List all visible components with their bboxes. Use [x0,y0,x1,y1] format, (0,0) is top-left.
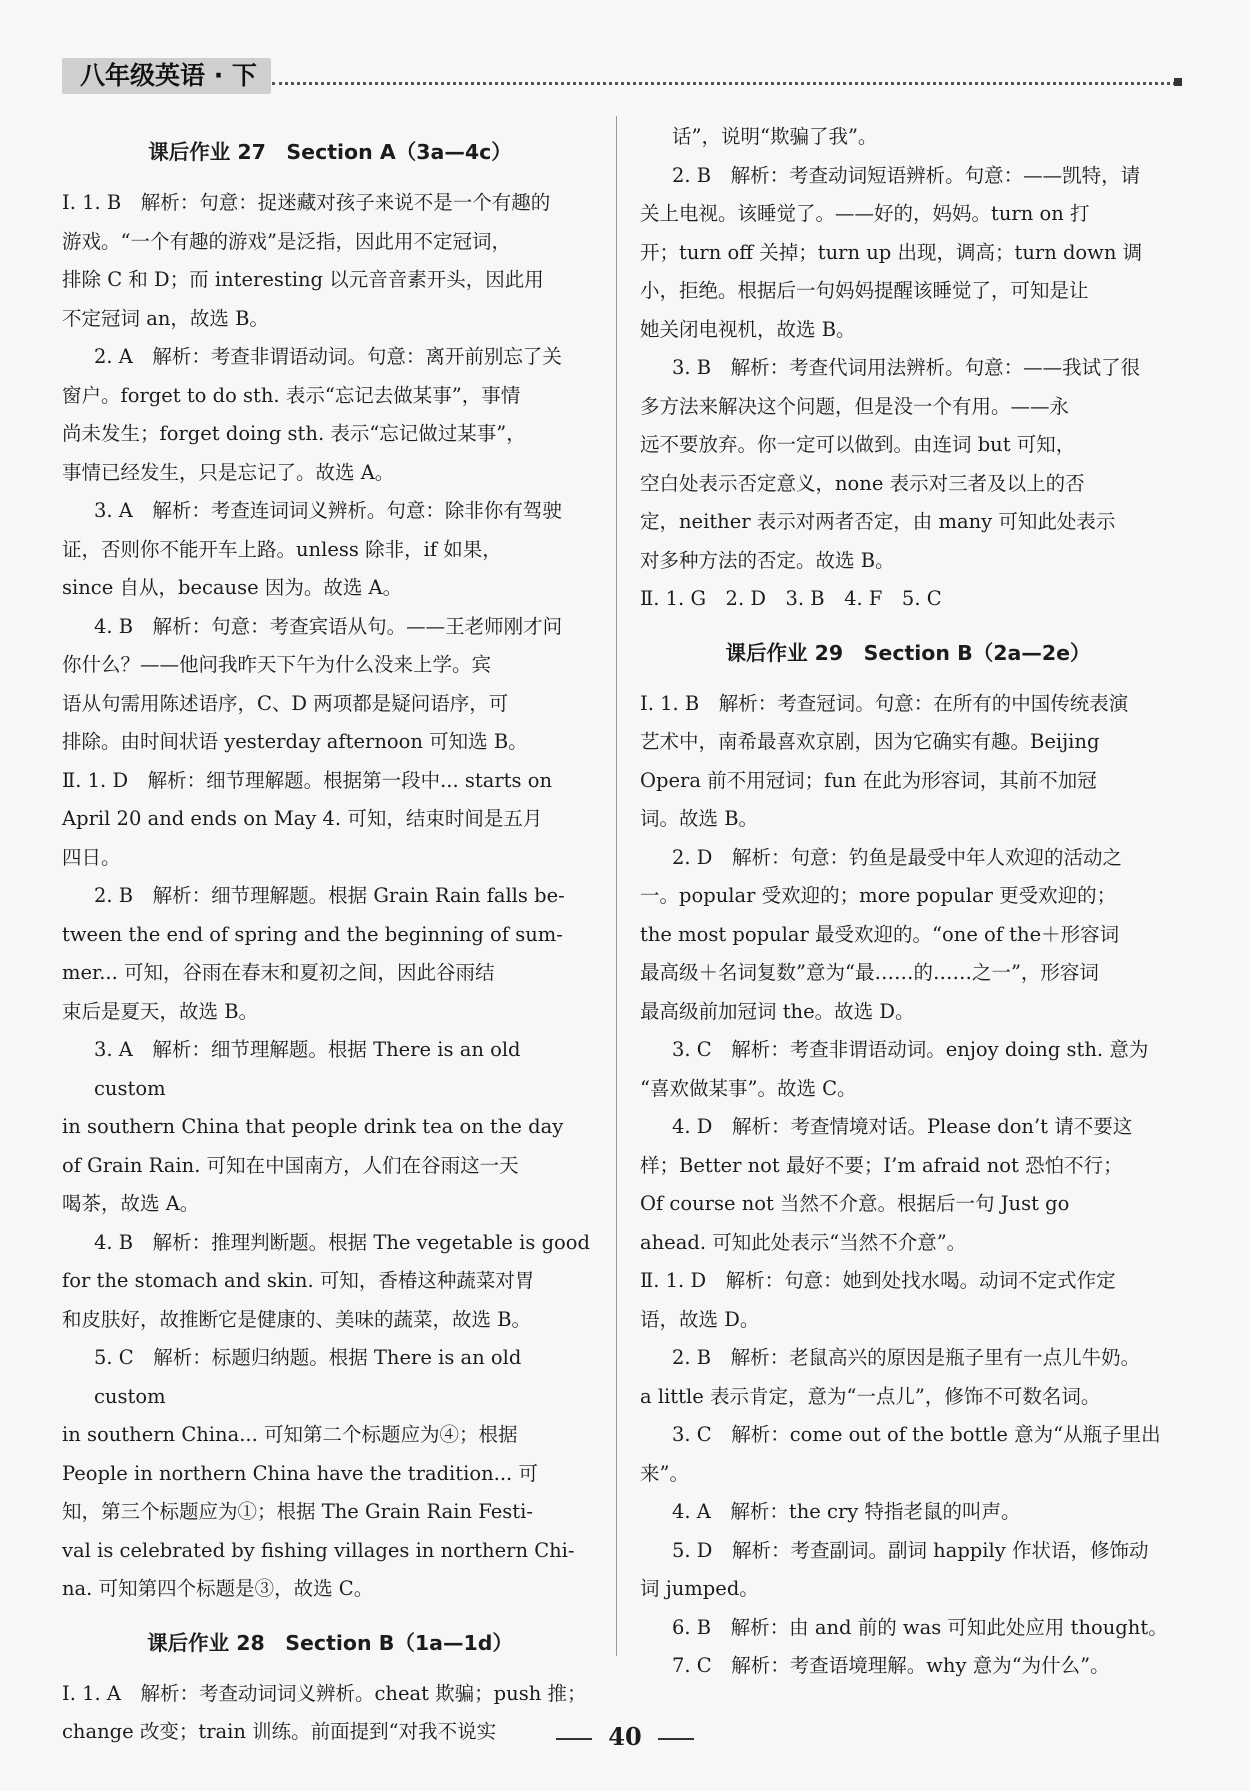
answer-line: 3. B 解析：考查代词用法辨析。句意：——我试了很 [672,356,1141,379]
answer-line: 事情已经发生，只是忘记了。故选 A。 [62,460,395,484]
section-title: 课后作业 29 Section B（2a—2e） [725,640,1091,665]
answer-item [640,1262,1176,1339]
answer-line: 4. B 解析：句意：考查宾语从句。——王老师刚才问 [94,614,563,638]
answer-line: 和皮肤好，故推断它是健康的、美味的蔬菜，故选 B。 [62,1307,532,1331]
answer-line: 词。故选 B。 [640,807,759,830]
answer-line: 游戏。“一个有趣的游戏”是泛指，因此用不定冠词， [62,229,511,253]
answer-line: 语，故选 D。 [640,1307,760,1331]
column-divider [616,116,617,1656]
answer-item [62,762,598,878]
answer-line: 远不要放弃。你一定可以做到。由连词 but 可知， [640,433,1076,456]
answer-line: 4. B 解析：推理判断题。根据 The vegetable is good [94,1230,591,1254]
answer-line: 她关闭电视机，故选 B。 [640,317,856,341]
answer-line: 不定冠词 an，故选 B。 [62,306,269,330]
answer-item [640,1108,1176,1262]
answer-line: Ⅰ. 1. B 解析：考查冠词。句意：在所有的中国传统表演 [640,691,1129,715]
answer-line: 2. B 解析：考查动词短语辨析。句意：——凯特，请 [672,163,1141,187]
answer-item [640,580,1176,619]
answer-line: 你什么？——他问我昨天下午为什么没来上学。宾 [62,653,492,676]
answer-line: Ⅱ. 1. D 解析：细节理解题。根据第一段中... starts on [62,768,553,792]
page-header [62,56,1182,96]
answer-line: 尚未发生；forget doing sth. 表示“忘记做过某事”， [62,422,526,445]
answer-line: 来”。 [640,1461,689,1485]
footer-dash-left [556,1738,592,1740]
answer-line: People in northern China have the tradition... 可 [62,1461,538,1485]
answer-line: in southern China... 可知第二个标题应为④；根据 [62,1423,518,1446]
answer-line: 多方法来解决这个问题，但是没一个有用。——永 [640,394,1070,418]
answer-line: ahead. 可知此处表示“当然不介意”。 [640,1230,967,1254]
answer-line: 排除。由时间状语 yesterday afternoon 可知选 B。 [62,730,528,753]
answer-line: 7. C 解析：考查语境理解。why 意为“为什么”。 [672,1654,1110,1677]
answer-line: 艺术中，南希最喜欢京剧，因为它确实有趣。Beijing [640,730,1100,753]
answer-line: 5. C 解析：标题归纳题。根据 There is an old custom [94,1346,522,1408]
answer-line: in southern China that people drink tea on the day [62,1115,564,1138]
answer-line: 样；Better not 最好不要；I’m afraid not 恐怕不行； [640,1153,1123,1177]
answer-line: of Grain Rain. 可知在中国南方，人们在谷雨这一天 [62,1153,519,1177]
answer-line: 最高级前加冠词 the。故选 D。 [640,999,915,1023]
section-title: 课后作业 28 Section B（1a—1d） [147,1630,513,1655]
answer-line: 喝茶，故选 A。 [62,1192,200,1215]
answer-item [62,1031,598,1224]
answer-line: the most popular 最受欢迎的。“one of the＋形容词 [640,922,1120,946]
answer-line: 开；turn off 关掉；turn up 出现，调高；turn down 调 [640,240,1143,264]
answer-line: 3. A 解析：细节理解题。根据 There is an old custom [94,1038,521,1100]
answer-line: 排除 C 和 D；而 interesting 以元音音素开头，因此用 [62,268,544,291]
answer-line: 四日。 [62,845,121,869]
answer-line: Ⅰ. 1. B 解析：句意：捉迷藏对孩子来说不是一个有趣的 [62,191,551,214]
answer-line: 最高级＋名词复数”意为“最……的……之一”，形容词 [640,961,1099,984]
footer-dash-right [658,1738,694,1740]
answer-line: Of course not 当然不介意。根据后一句 Just go [640,1192,1070,1215]
answer-item [62,492,598,608]
page-number: 40 [608,1722,642,1751]
answer-item [640,1031,1176,1108]
answer-line: tween the end of spring and the beginning of sum- [62,922,563,946]
answer-line: 5. D 解析：考查副词。副词 happily 作状语，修饰动 [672,1538,1149,1562]
answer-line: 空白处表示否定意义，none 表示对三者及以上的否 [640,471,1085,495]
answer-item [640,349,1176,580]
answer-line: 话”，说明“欺骗了我”。 [672,125,878,148]
answer-item [640,118,1176,157]
answer-item [62,338,598,492]
answer-item [640,1416,1176,1493]
answer-line: na. 可知第四个标题是③，故选 C。 [62,1577,374,1600]
answer-line: 2. A 解析：考查非谓语动词。句意：离开前别忘了关 [94,345,562,368]
answer-line: Ⅰ. 1. A 解析：考查动词词义辨析。cheat 欺骗；push 推； [62,1681,587,1705]
header-title: 八年级英语 · 下 [62,58,271,94]
answer-line: 小，拒绝。根据后一句妈妈提醒该睡觉了，可知是让 [640,279,1089,302]
answer-line: since 自从，because 因为。故选 A。 [62,576,403,599]
answer-line: 定，neither 表示对两者否定，由 many 可知此处表示 [640,510,1116,533]
answer-line: 窗户。forget to do sth. 表示“忘记去做某事”，事情 [62,383,521,407]
answer-item [640,839,1176,1032]
answer-line: 对多种方法的否定。故选 B。 [640,548,895,572]
page-footer [0,1722,1250,1751]
left-column [62,118,598,1752]
answer-item [640,157,1176,350]
answer-item [640,1493,1176,1532]
answer-item [62,608,598,762]
answer-item [640,1532,1176,1609]
answer-item [62,1339,598,1609]
answer-line: 2. B 解析：老鼠高兴的原因是瓶子里有一点儿牛奶。 [672,1346,1141,1369]
answer-line: 关上电视。该睡觉了。——好的，妈妈。turn on 打 [640,202,1090,225]
answer-line: 语从句需用陈述语序，C、D 两项都是疑问语序，可 [62,691,509,715]
answer-line: a little 表示肯定，意为“一点儿”，修饰不可数名词。 [640,1384,1101,1408]
right-column [640,118,1176,1686]
answer-line: 6. B 解析：由 and 前的 was 可知此处应用 thought。 [672,1615,1168,1639]
answer-item [62,1224,598,1340]
header-dotted-rule [272,82,1182,85]
answer-line: Ⅱ. 1. G 2. D 3. B 4. F 5. C [640,587,942,610]
answer-line: 3. C 解析：考查非谓语动词。enjoy doing sth. 意为 [672,1038,1149,1061]
answer-line: 词 jumped。 [640,1577,759,1600]
answer-line: 4. A 解析：the cry 特指老鼠的叫声。 [672,1500,1021,1523]
answer-line: 4. D 解析：考查情境对话。Please don’t 请不要这 [672,1115,1133,1138]
answer-line: 3. A 解析：考查连词词义辨析。句意：除非你有驾驶 [94,499,562,522]
header-end-square [1174,78,1182,86]
answer-line: Ⅱ. 1. D 解析：句意：她到处找水喝。动词不定式作定 [640,1269,1116,1292]
answer-line: “喜欢做某事”。故选 C。 [640,1076,857,1100]
answer-item [640,1339,1176,1416]
answer-line: for the stomach and skin. 可知，香椿这种蔬菜对胃 [62,1269,535,1292]
answer-line: 束后是夏天，故选 B。 [62,999,259,1023]
answer-line: April 20 and ends on May 4. 可知，结束时间是五月 [62,807,543,830]
section-title: 课后作业 27 Section A（3a—4c） [148,140,512,164]
answer-line: 2. D 解析：句意：钓鱼是最受中年人欢迎的活动之 [672,845,1122,869]
answer-line: 一。popular 受欢迎的；more popular 更受欢迎的； [640,884,1117,907]
answer-line: mer... 可知，谷雨在春末和夏初之间，因此谷雨结 [62,961,495,984]
answer-item [640,685,1176,839]
answer-line: 3. C 解析：come out of the bottle 意为“从瓶子里出 [672,1423,1161,1446]
answer-line: 2. B 解析：细节理解题。根据 Grain Rain falls be- [94,884,565,907]
answer-item [640,1609,1176,1648]
answer-line: Opera 前不用冠词；fun 在此为形容词，其前不加冠 [640,768,1097,792]
answer-line: val is celebrated by fishing villages in northern Chi- [62,1538,575,1562]
answer-line: 知，第三个标题应为①；根据 The Grain Rain Festi- [62,1500,533,1523]
answer-item [62,184,598,338]
answer-line: 证，否则你不能开车上路。unless 除非，if 如果， [62,537,502,561]
answer-item [640,1647,1176,1686]
answer-item [62,877,598,1031]
answer-line: change 改变；train 训练。前面提到“对我不说实 [62,1720,497,1743]
